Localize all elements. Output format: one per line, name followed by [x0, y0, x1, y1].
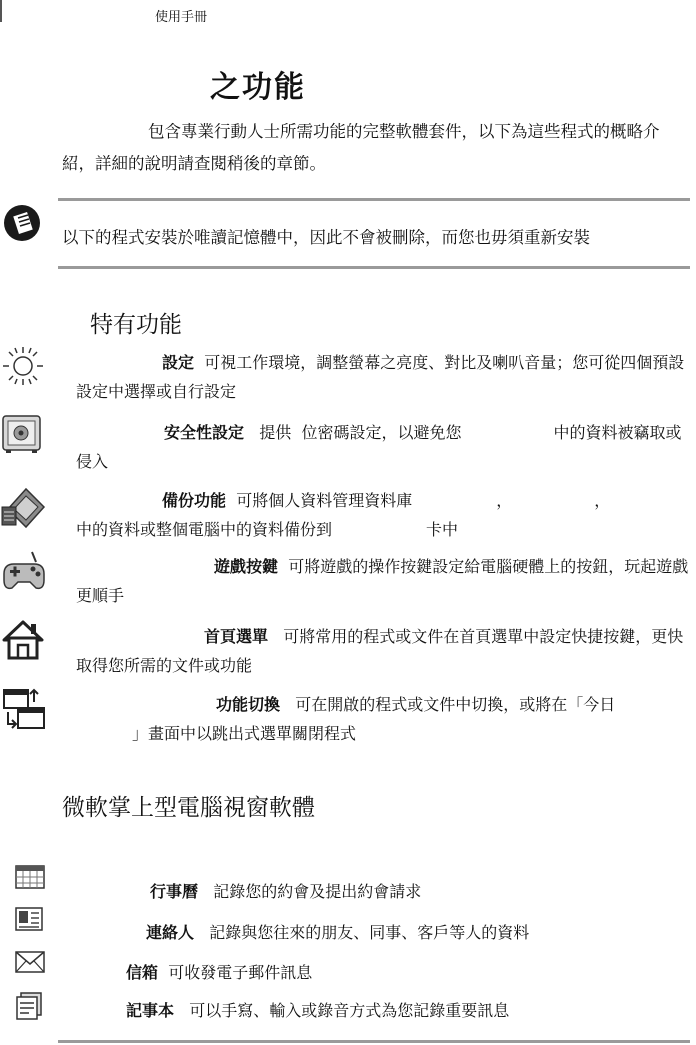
- app-contacts: 連絡人 記錄與您往來的朋友、同事、客戶等人的資料: [146, 923, 530, 942]
- feature-name: 遊戲按鍵: [214, 557, 279, 576]
- note-icon: [2, 203, 42, 243]
- task-switch-icon: [0, 686, 48, 732]
- safe-icon: [0, 413, 44, 455]
- feature-name: 安全性設定: [164, 423, 245, 442]
- feature-game-keys: 遊戲按鍵 可將遊戲的操作按鍵設定給電腦硬體上的按鈕，玩起遊戲更順手: [76, 557, 689, 605]
- feature-name: 備份功能: [162, 491, 227, 510]
- backup-icon: [0, 483, 46, 529]
- section-heading-features: 特有功能: [90, 312, 182, 338]
- app-notes: 記事本 可以手寫、輸入或錄音方式為您記錄重要訊息: [126, 1001, 510, 1020]
- intro-paragraph: [62, 116, 690, 180]
- note-bottom-rule: [58, 266, 690, 269]
- feature-name: 功能切換: [216, 695, 281, 714]
- note-text: 以下的程式安裝於唯讀記憶體中，因此不會被刪除，而您也毋須重新安裝: [62, 228, 590, 247]
- app-inbox: 信箱 可收發電子郵件訊息: [126, 963, 313, 982]
- bottom-rule: [58, 1040, 690, 1043]
- feature-settings: 設定 可視工作環境，調整螢幕之亮度、對比及喇叭音量；您可從四個預設設定中選擇或自行設定: [76, 353, 685, 401]
- note-top-rule: [58, 198, 690, 201]
- page-title: 之功能: [210, 70, 306, 105]
- gamepad-icon: [0, 548, 48, 594]
- feature-backup: 備份功能 可將個人資料管理資料庫 ， ， 中的資料或整個電腦中的資料備份到 卡中: [76, 491, 611, 539]
- app-calendar: 行事曆 記錄您的約會及提出約會請求: [150, 882, 422, 901]
- feature-task-switch: 功能切換 可在開啟的程式或文件中切換，或將在「今日 」畫面中以跳出式選單關閉程式: [132, 695, 616, 743]
- header-margin-mark: [0, 0, 2, 22]
- feature-name: 首頁選單: [204, 627, 269, 646]
- home-icon: [0, 618, 46, 662]
- brightness-icon: [0, 345, 46, 387]
- contacts-icon: [14, 906, 44, 932]
- feature-security: 安全性設定 提供 位密碼設定，以避免您 中的資料被竊取或侵入: [76, 423, 682, 471]
- notes-icon: [14, 991, 44, 1021]
- section-heading-software: 微軟掌上型電腦視窗軟體: [62, 795, 315, 821]
- feature-home-menu: 首頁選單 可將常用的程式或文件在首頁選單中設定快捷按鍵，更快取得您所需的文件或功能: [76, 627, 684, 675]
- intro-text: 包含專業行動人士所需功能的完整軟體套件，以下為這些程式的概略介紹，詳細的說明請查閱稍後的章節。: [62, 122, 660, 173]
- calendar-icon: [14, 864, 46, 890]
- mail-icon: [14, 950, 46, 974]
- page-header: 使用手冊: [155, 10, 208, 25]
- feature-name: 設定: [162, 353, 195, 372]
